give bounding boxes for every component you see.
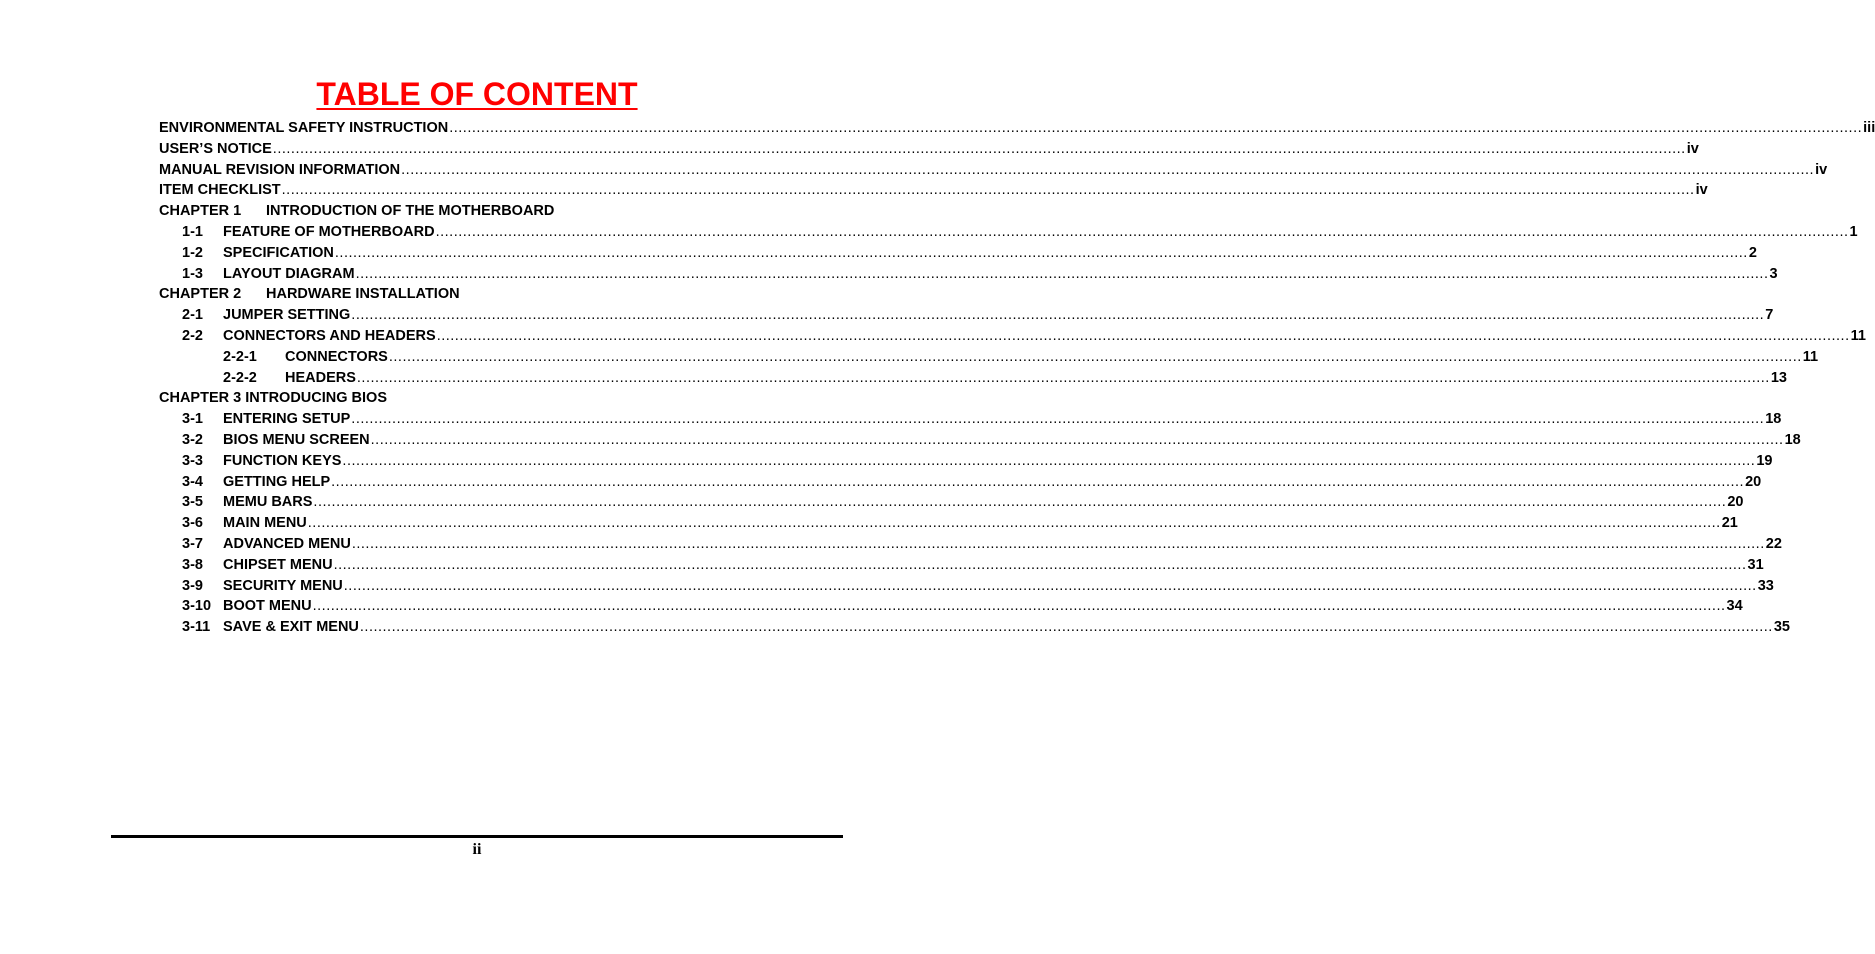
- toc-entry-page: 33: [1757, 577, 1774, 594]
- toc-entry-page: iv: [1815, 161, 1828, 178]
- toc-entry-page: 22: [1765, 535, 1782, 552]
- toc-entry-title: FUNCTION KEYS: [223, 452, 342, 469]
- toc-entry-number: 3-6: [182, 515, 203, 532]
- toc-entry-title: HARDWARE INSTALLATION: [266, 286, 460, 303]
- toc-leader: [436, 326, 1866, 347]
- toc-entry-number: 1-1: [182, 223, 203, 240]
- toc-entry[interactable]: [159, 409, 1782, 430]
- toc-leader: [370, 430, 1801, 451]
- toc-entry-title: SECURITY MENU: [223, 577, 343, 594]
- toc-entry-title: CHAPTER 3 INTRODUCING BIOS: [159, 390, 387, 407]
- toc-dot-leader: ........................................................................................................................................................................................................................................................................................................................: [436, 327, 1850, 344]
- toc-entry[interactable]: [159, 617, 1790, 638]
- toc-entry-page: 2: [1748, 244, 1757, 261]
- toc-dot-leader: ........................................................................................................................................................................................................................................................................................................................: [351, 411, 1765, 428]
- toc-dot-leader: ........................................................................................................................................................................................................................................................................................................................: [307, 515, 1721, 532]
- toc-leader: [359, 617, 1790, 638]
- toc-dot-leader: ........................................................................................................................................................................................................................................................................................................................: [449, 120, 1863, 136]
- toc-leader: [312, 596, 1743, 617]
- toc-dot-leader: ........................................................................................................................................................................................................................................................................................................................: [359, 619, 1773, 636]
- toc-entry[interactable]: [159, 388, 831, 409]
- toc-leader: [355, 264, 1778, 285]
- toc-entry[interactable]: [159, 451, 1773, 472]
- toc-entry-title: MAIN MENU: [223, 515, 307, 532]
- toc-entry[interactable]: [159, 368, 1787, 389]
- toc-leader: [281, 180, 1708, 201]
- toc-entry-number: 3-4: [182, 473, 203, 490]
- toc-leader: [272, 139, 1699, 160]
- toc-entry-title: BIOS MENU SCREEN: [223, 431, 370, 448]
- toc-entry-title: SPECIFICATION: [223, 244, 334, 261]
- toc-dot-leader: ........................................................................................................................................................................................................................................................................................................................: [401, 161, 1815, 178]
- toc-entry[interactable]: [159, 555, 1764, 576]
- toc-entry[interactable]: [159, 264, 1778, 285]
- toc-entry-title: MANUAL REVISION INFORMATION: [159, 161, 401, 178]
- toc-dot-leader: ........................................................................................................................................................................................................................................................................................................................: [334, 244, 1748, 261]
- toc-leader: [388, 347, 1819, 368]
- toc-entry[interactable]: [159, 118, 1875, 139]
- toc-leader: [351, 534, 1782, 555]
- toc-entry-title: CONNECTORS: [285, 348, 388, 365]
- toc-entry[interactable]: [159, 576, 1774, 597]
- toc-dot-leader: ........................................................................................................................................................................................................................................................................................................................: [356, 369, 1770, 386]
- toc-entry[interactable]: [159, 472, 1762, 493]
- page-title: TABLE OF CONTENT: [316, 76, 638, 112]
- toc-entry-number: 1-3: [182, 265, 203, 282]
- toc-entry-title: ADVANCED MENU: [223, 535, 351, 552]
- toc-entry[interactable]: [159, 160, 1828, 181]
- toc-entry-page: 20: [1727, 494, 1744, 511]
- toc-entry[interactable]: [159, 513, 1738, 534]
- toc-entry-page: 11: [1802, 348, 1819, 365]
- toc-leader: [342, 451, 1773, 472]
- toc-leader: [343, 576, 1774, 597]
- toc-entry-number: 3-1: [182, 411, 203, 428]
- toc-leader: [351, 409, 1782, 430]
- toc-entry-page: 35: [1773, 619, 1790, 636]
- toc-entry-title: HEADERS: [285, 369, 356, 386]
- table-of-contents: [159, 118, 1875, 638]
- toc-entry[interactable]: [159, 222, 1858, 243]
- toc-leader: [401, 160, 1828, 181]
- toc-dot-leader: ........................................................................................................................................................................................................................................................................................................................: [313, 494, 1727, 511]
- toc-entry-title: BOOT MENU: [223, 598, 312, 615]
- toc-dot-leader: ........................................................................................................................................................................................................................................................................................................................: [370, 431, 1784, 448]
- toc-dot-leader: ........................................................................................................................................................................................................................................................................................................................: [331, 473, 1745, 490]
- toc-dot-leader: ........................................................................................................................................................................................................................................................................................................................: [272, 140, 1686, 157]
- toc-entry-page: 21: [1721, 515, 1738, 532]
- toc-entry[interactable]: [159, 243, 1757, 264]
- toc-entry-title: ENTERING SETUP: [223, 411, 351, 428]
- toc-entry-number: CHAPTER 1: [159, 203, 242, 220]
- toc-dot-leader: ........................................................................................................................................................................................................................................................................................................................: [355, 265, 1769, 282]
- footer-divider: [111, 835, 843, 838]
- toc-entry[interactable]: [159, 596, 1743, 617]
- toc-entry-number: 3-7: [182, 535, 203, 552]
- toc-entry-page: 34: [1726, 598, 1743, 615]
- toc-entry-page: 13: [1770, 369, 1787, 386]
- page-number: ii: [472, 841, 482, 858]
- toc-leader: [356, 368, 1787, 389]
- toc-entry-page: 1: [1849, 223, 1858, 240]
- toc-entry-number: 2-2-1: [223, 348, 257, 365]
- toc-entry[interactable]: [159, 139, 1699, 160]
- toc-dot-leader: ........................................................................................................................................................................................................................................................................................................................: [351, 535, 1765, 552]
- toc-entry[interactable]: [159, 305, 1774, 326]
- toc-entry-title: CONNECTORS AND HEADERS: [223, 327, 436, 344]
- toc-dot-leader: ........................................................................................................................................................................................................................................................................................................................: [333, 556, 1747, 573]
- toc-dot-leader: ........................................................................................................................................................................................................................................................................................................................: [351, 307, 1765, 324]
- toc-entry-number: 1-2: [182, 244, 203, 261]
- toc-entry-page: 18: [1765, 411, 1782, 428]
- toc-entry-title: ENVIRONMENTAL SAFETY INSTRUCTION: [159, 120, 449, 136]
- toc-entry-page: 3: [1769, 265, 1778, 282]
- toc-entry-title: JUMPER SETTING: [223, 307, 351, 324]
- toc-leader: [351, 305, 1774, 326]
- toc-entry-title: ITEM CHECKLIST: [159, 182, 281, 199]
- toc-entry-page: iv: [1686, 140, 1699, 157]
- toc-entry-number: 3-9: [182, 577, 203, 594]
- toc-entry-number: 2-2: [182, 327, 203, 344]
- toc-entry-number: 3-3: [182, 452, 203, 469]
- toc-entry[interactable]: [159, 180, 1708, 201]
- toc-entry-page: iii: [1863, 120, 1875, 136]
- toc-entry-title: INTRODUCTION OF THE MOTHERBOARD: [266, 203, 555, 220]
- toc-entry-number: 2-2-2: [223, 369, 257, 386]
- toc-entry[interactable]: [159, 347, 1819, 368]
- toc-entry-page: 19: [1756, 452, 1773, 469]
- toc-leader: [435, 222, 1858, 243]
- toc-dot-leader: ........................................................................................................................................................................................................................................................................................................................: [342, 452, 1756, 469]
- toc-entry[interactable]: [159, 326, 1866, 347]
- toc-entry-number: 3-8: [182, 556, 203, 573]
- toc-entry-title: CHIPSET MENU: [223, 556, 333, 573]
- toc-entry-number: 3-10: [182, 598, 212, 615]
- toc-entry-page: 11: [1850, 327, 1866, 344]
- toc-entry[interactable]: [159, 201, 831, 222]
- toc-dot-leader: ........................................................................................................................................................................................................................................................................................................................: [281, 182, 1695, 199]
- toc-leader: [313, 492, 1744, 513]
- toc-entry-number: 3-2: [182, 431, 203, 448]
- toc-entry-page: 18: [1784, 431, 1801, 448]
- toc-entry-page: iv: [1695, 182, 1708, 199]
- toc-dot-leader: ........................................................................................................................................................................................................................................................................................................................: [343, 577, 1757, 594]
- toc-entry[interactable]: [159, 284, 831, 305]
- toc-entry-title: LAYOUT DIAGRAM: [223, 265, 355, 282]
- toc-entry-number: CHAPTER 2: [159, 286, 242, 303]
- toc-entry-title: FEATURE OF MOTHERBOARD: [223, 223, 435, 240]
- toc-dot-leader: ........................................................................................................................................................................................................................................................................................................................: [312, 598, 1726, 615]
- toc-entry-title: MEMU BARS: [223, 494, 313, 511]
- toc-entry[interactable]: [159, 430, 1801, 451]
- toc-entry-title: GETTING HELP: [223, 473, 331, 490]
- toc-leader: [331, 472, 1762, 493]
- toc-entry-page: 20: [1745, 473, 1762, 490]
- toc-entry-page: 31: [1747, 556, 1764, 573]
- toc-leader: [449, 118, 1875, 139]
- toc-entry-title: SAVE & EXIT MENU: [223, 619, 359, 636]
- toc-entry-page: 7: [1765, 307, 1774, 324]
- toc-leader: [333, 555, 1764, 576]
- toc-dot-leader: ........................................................................................................................................................................................................................................................................................................................: [435, 223, 1849, 240]
- toc-leader: [334, 243, 1757, 264]
- toc-dot-leader: ........................................................................................................................................................................................................................................................................................................................: [388, 348, 1802, 365]
- toc-entry[interactable]: [159, 534, 1782, 555]
- toc-entry-number: 3-5: [182, 494, 203, 511]
- toc-entry-title: USER’S NOTICE: [159, 140, 272, 157]
- toc-entry[interactable]: [159, 492, 1744, 513]
- toc-leader: [307, 513, 1738, 534]
- toc-entry-number: 2-1: [182, 307, 203, 324]
- toc-entry-number: 3-11: [182, 619, 211, 636]
